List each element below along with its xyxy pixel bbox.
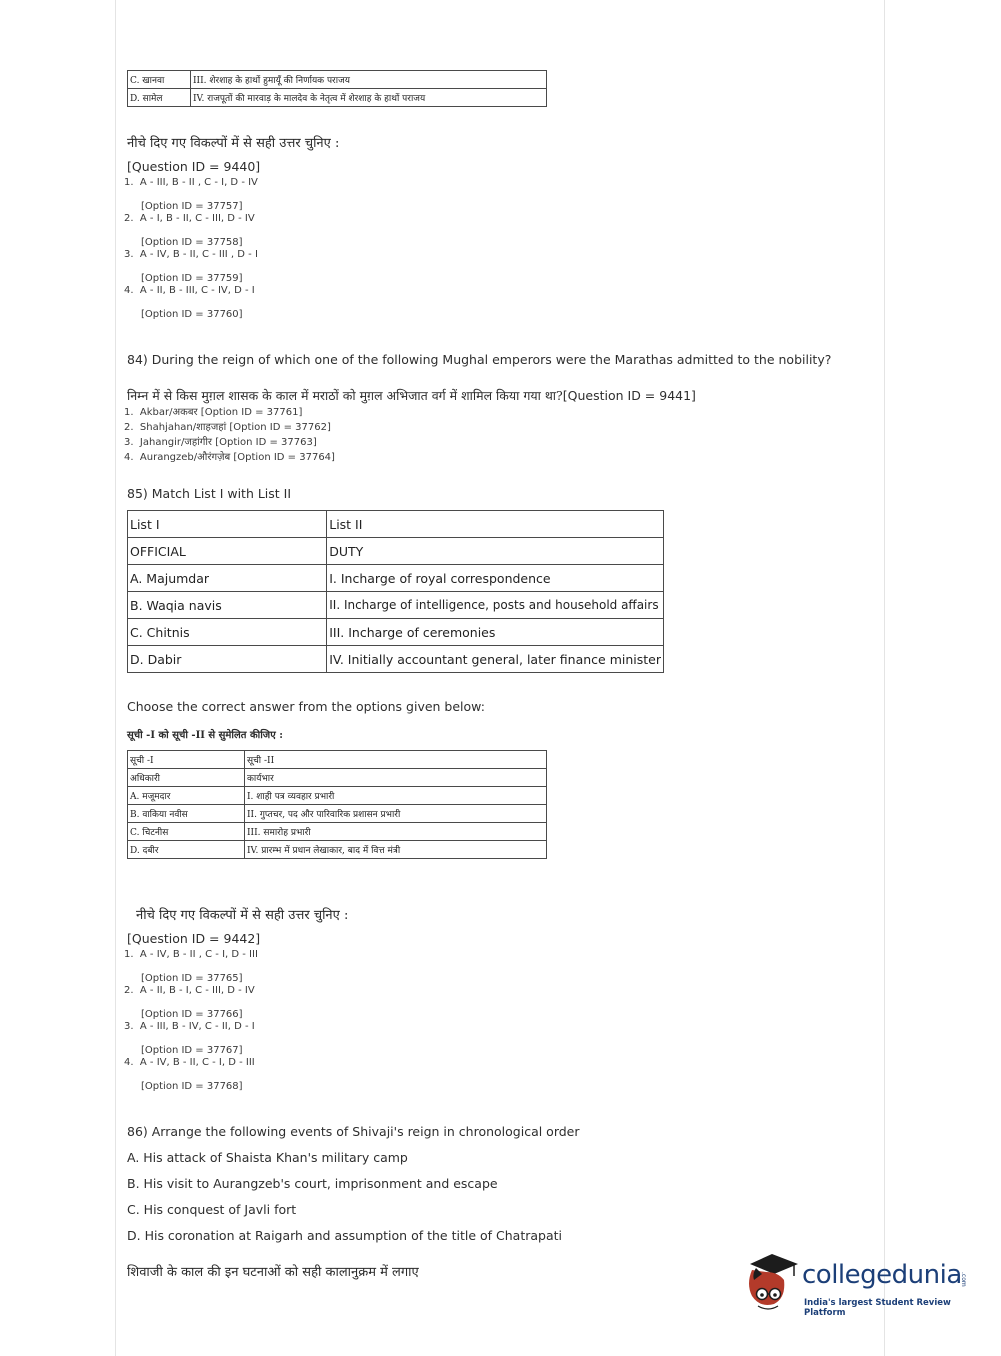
q85-hindi-table	[127, 750, 547, 859]
table-cell: List II	[327, 511, 664, 538]
table-cell: अधिकारी	[128, 769, 245, 787]
page-right-rule	[884, 0, 885, 1356]
option-id: [Option ID = 37767]	[141, 1045, 243, 1056]
table-cell: II. गुप्तचर, पद और पारिवारिक प्रशासन प्रभारी	[245, 805, 547, 823]
option-id: [Option ID = 37759]	[141, 273, 243, 284]
table-cell: DUTY	[327, 538, 664, 565]
option: 4. Aurangzeb/औरंगज़ेब [Option ID = 37764]	[124, 452, 335, 463]
option-id: [Option ID = 37758]	[141, 237, 243, 248]
table-row	[128, 71, 547, 89]
table-cell: I. शाही पत्र व्यवहार प्रभारी	[245, 787, 547, 805]
table-row	[128, 538, 664, 565]
q84-hindi: निम्न में से किस मुग़ल शासक के काल में मराठों को मुग़ल अभिजात वर्ग में शामिल किया गया था?	[127, 388, 563, 403]
table-cell: OFFICIAL	[128, 538, 327, 565]
q85-english-table	[127, 510, 664, 673]
table-cell: III. समारोह प्रभारी	[245, 823, 547, 841]
page-left-rule	[115, 0, 116, 1356]
q85-choose: Choose the correct answer from the options given below:	[127, 699, 485, 714]
table-cell: C. Chitnis	[128, 619, 327, 646]
collegedunia-logo[interactable]	[742, 1250, 970, 1316]
option: 2. Shahjahan/शाहजहां [Option ID = 37762]	[124, 422, 331, 433]
table-row	[128, 592, 664, 619]
q84-question-id: [Question ID = 9441]	[562, 388, 696, 403]
table-cell: C. चिटनीस	[128, 823, 245, 841]
q84-hindi-line	[127, 387, 696, 404]
table-row	[128, 89, 547, 107]
q83-choose-hindi: नीचे दिए गए विकल्पों में से सही उत्तर चुनिए :	[127, 136, 340, 151]
option: 1. A - III, B - II , C - I, D - IV	[124, 177, 258, 188]
table-cell: I. Incharge of royal correspondence	[327, 565, 664, 592]
q86-item-b: B. His visit to Aurangzeb's court, imprisonment and escape	[127, 1176, 498, 1191]
q86-hindi: शिवाजी के काल की इन घटनाओं को सही कालानुक्रम में लगाए	[127, 1265, 419, 1280]
table-cell: A. मजूमदार	[128, 787, 245, 805]
table-cell: C. खानवा	[128, 71, 191, 89]
q86-item-d: D. His coronation at Raigarh and assumption of the title of Chatrapati	[127, 1228, 562, 1243]
q85-question-id: [Question ID = 9442]	[127, 931, 261, 946]
q86-item-c: C. His conquest of Javli fort	[127, 1202, 297, 1217]
table-cell: कार्यभार	[245, 769, 547, 787]
logo-tagline: India's largest Student Review Platform	[804, 1298, 951, 1318]
table-cell: III. Incharge of ceremonies	[327, 619, 664, 646]
table-cell: IV. राजपूतों की मारवाड़ के मालदेव के नेतृत्व में शेरशाह के हाथों पराजय	[191, 89, 547, 107]
table-cell: सूची -I	[128, 751, 245, 769]
q85-options	[124, 949, 258, 1093]
table-cell: B. Waqia navis	[128, 592, 327, 619]
table-row	[128, 751, 547, 769]
option: 2. A - I, B - II, C - III, D - IV	[124, 213, 255, 224]
q85-choose-hindi: नीचे दिए गए विकल्पों में से सही उत्तर चुनिए :	[136, 908, 349, 923]
option-id: [Option ID = 37757]	[141, 201, 243, 212]
table-cell: III. शेरशाह के हाथों हुमायूँ की निर्णायक पराजय	[191, 71, 547, 89]
option-id: [Option ID = 37768]	[141, 1081, 243, 1092]
logo-suffix: .com	[960, 1272, 967, 1287]
table-row	[128, 511, 664, 538]
table-row	[128, 769, 547, 787]
top-match-table	[127, 70, 547, 107]
table-cell: List I	[128, 511, 327, 538]
q84-question: 84) During the reign of which one of the following Mughal emperors were the Marathas admitted to the nobility?	[127, 352, 832, 367]
graduate-mascot-icon	[742, 1250, 802, 1316]
option: 1. Akbar/अकबर [Option ID = 37761]	[124, 407, 303, 418]
q86-question: 86) Arrange the following events of Shivaji's reign in chronological order	[127, 1124, 580, 1139]
table-cell: D. दबीर	[128, 841, 245, 859]
table-cell: IV. प्रारम्भ में प्रधान लेखाकार, बाद में वित्त मंत्री	[245, 841, 547, 859]
option: 3. Jahangir/जहांगीर [Option ID = 37763]	[124, 437, 317, 448]
table-row	[128, 841, 547, 859]
table-row	[128, 646, 664, 673]
option: 4. A - IV, B - II, C - I, D - III	[124, 1057, 255, 1068]
table-row	[128, 619, 664, 646]
q83-options	[124, 177, 258, 321]
table-cell: A. Majumdar	[128, 565, 327, 592]
q85-question: 85) Match List I with List II	[127, 486, 292, 501]
table-cell: D. सामेल	[128, 89, 191, 107]
option-id: [Option ID = 37760]	[141, 309, 243, 320]
logo-wordmark: collegedunia	[802, 1260, 962, 1290]
table-cell: II. Incharge of intelligence, posts and household affairs	[327, 592, 664, 619]
q83-question-id: [Question ID = 9440]	[127, 159, 261, 174]
q84-options	[124, 405, 335, 465]
table-cell: सूची -II	[245, 751, 547, 769]
table-cell: D. Dabir	[128, 646, 327, 673]
q85-match-hindi: सूची -I को सूची -II से सुमेलित कीजिए :	[127, 730, 283, 741]
option: 1. A - IV, B - II , C - I, D - III	[124, 949, 258, 960]
table-row	[128, 565, 664, 592]
option-id: [Option ID = 37765]	[141, 973, 243, 984]
table-row	[128, 805, 547, 823]
q86-item-a: A. His attack of Shaista Khan's military camp	[127, 1150, 408, 1165]
option: 3. A - III, B - IV, C - II, D - I	[124, 1021, 255, 1032]
table-cell: IV. Initially accountant general, later finance minister	[327, 646, 664, 673]
table-cell: B. वाकिया नवीस	[128, 805, 245, 823]
option: 3. A - IV, B - II, C - III , D - I	[124, 249, 258, 260]
table-row	[128, 787, 547, 805]
option: 2. A - II, B - I, C - III, D - IV	[124, 985, 255, 996]
option: 4. A - II, B - III, C - IV, D - I	[124, 285, 255, 296]
option-id: [Option ID = 37766]	[141, 1009, 243, 1020]
table-row	[128, 823, 547, 841]
